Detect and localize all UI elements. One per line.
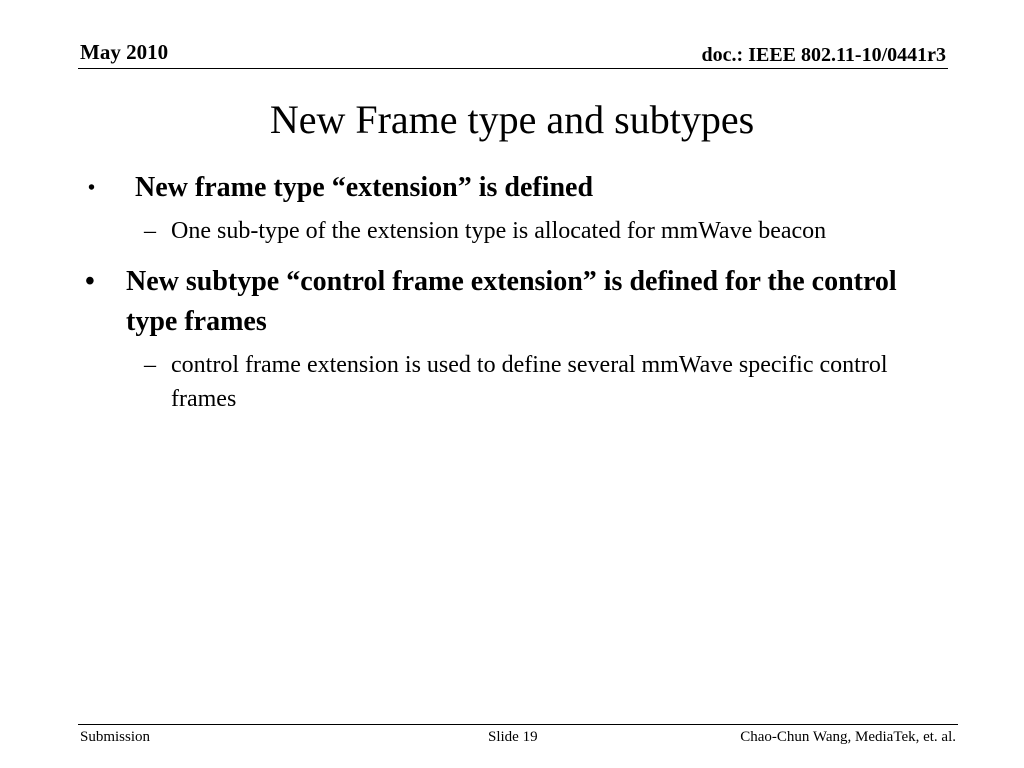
footer-slide-number: Slide 19 [488,729,538,745]
slide-body [80,168,960,416]
bullet-item-1 [80,168,960,208]
sub-bullet-item-2 [80,348,960,416]
bullet-item-2 [80,262,960,342]
sub-bullet-text: One sub-type of the extension type is allocated for mmWave beacon [171,218,827,244]
slide-title: New Frame type and subtypes [269,97,755,142]
sub-bullet-marker: – [144,218,156,244]
header-divider [78,68,948,69]
header-document-id: doc.: IEEE 802.11-10/0441r3 [701,44,946,66]
sub-bullet-item-1 [80,214,960,248]
header-date: May 2010 [80,40,169,64]
sub-bullet-text: control frame extension is used to define several mmWave specific control frames [171,352,888,412]
footer-submission: Submission [80,729,151,745]
bullet-marker: • [88,177,96,199]
bullet-text: New frame type “extension” is defined [135,172,594,203]
bullet-text: New subtype “control frame extension” is defined for the control type frames [126,266,897,337]
sub-bullet-marker: – [144,352,156,378]
footer-authors: Chao-Chun Wang, MediaTek, et. al. [740,729,956,745]
bullet-marker: • [85,266,95,297]
footer-divider [78,724,958,725]
